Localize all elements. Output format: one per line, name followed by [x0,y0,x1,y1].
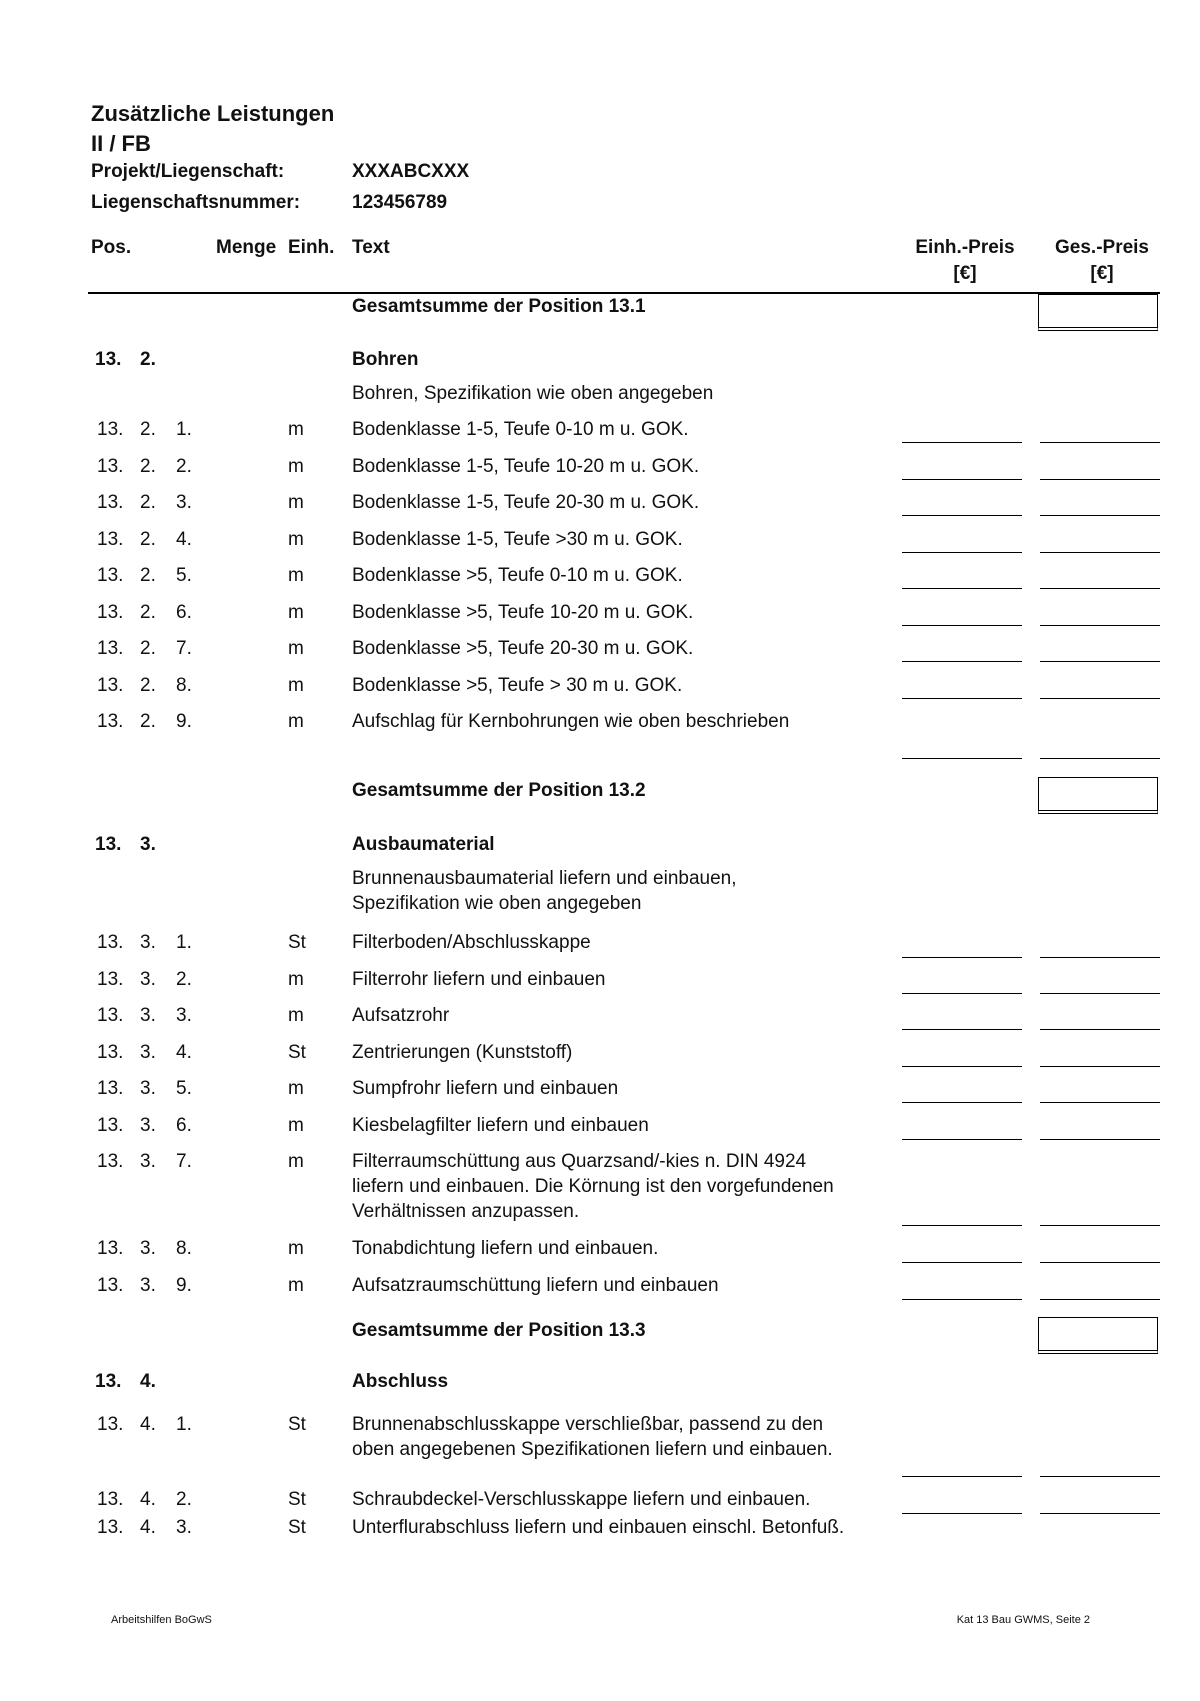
row-pos-1: 13. [97,675,124,696]
sum-box-13-3[interactable] [1038,1317,1158,1354]
row-pos-3: 3. [176,1005,192,1026]
row-unit: m [288,565,304,586]
row-pos-2: 3. [140,1005,156,1026]
row-pos-2: 4. [140,1489,156,1510]
document-title: Zusätzliche Leistungen [91,101,335,126]
unit-price-field[interactable] [902,698,1022,699]
total-price-field[interactable] [1040,758,1160,759]
row-pos-2: 3. [140,1151,156,1172]
column-header-text: Text [352,237,390,258]
row-pos-2: 2. [140,711,156,732]
row-pos-1: 13. [97,638,124,659]
project-label: Projekt/Liegenschaft: [91,161,285,182]
section-description-13-3-line-1: Brunnenausbaumaterial liefern und einbauen, [352,868,737,889]
column-header-einh: Einh. [288,237,335,258]
total-price-field[interactable] [1040,1029,1160,1030]
section-description-13-2: Bohren, Spezifikation wie oben angegeben [352,383,714,404]
row-text: Aufsatzrohr [352,1005,450,1026]
row-text: Zentrierungen (Kunststoff) [352,1042,573,1063]
section-pos-13-3-b: 3. [140,834,156,855]
row-unit: St [288,932,306,953]
total-price-field[interactable] [1040,1513,1160,1514]
total-price-field[interactable] [1040,698,1160,699]
row-pos-1: 13. [97,529,124,550]
total-price-field[interactable] [1040,625,1160,626]
sum-label-13-1: Gesamtsumme der Position 13.1 [352,296,646,317]
row-unit: m [288,1151,304,1172]
row-text: Sumpfrohr liefern und einbauen [352,1078,619,1099]
row-pos-3: 2. [176,1489,192,1510]
row-text: Bodenklasse 1-5, Teufe >30 m u. GOK. [352,529,683,550]
row-text: Bodenklasse >5, Teufe 20-30 m u. GOK. [352,638,694,659]
row-pos-3: 1. [176,1414,192,1435]
row-pos-3: 4. [176,1042,192,1063]
row-unit: St [288,1414,306,1435]
section-description-13-3-line-2: Spezifikation wie oben angegeben [352,893,642,914]
row-text-line-3: Verhältnissen anzupassen. [352,1201,580,1222]
property-number-label: Liegenschaftsnummer: [91,192,301,213]
section-pos-13-2-a: 13. [95,349,122,370]
row-pos-1: 13. [97,565,124,586]
row-pos-1: 13. [97,1414,124,1435]
unit-price-field[interactable] [902,479,1022,480]
total-price-field[interactable] [1040,479,1160,480]
column-header-menge: Menge [216,237,277,258]
row-text: Aufsatzraumschüttung liefern und einbauen [352,1275,719,1296]
row-pos-3: 7. [176,1151,192,1172]
row-unit: m [288,419,304,440]
row-pos-1: 13. [97,456,124,477]
section-title-13-4: Abschluss [352,1371,449,1392]
row-text-line-1: Filterraumschüttung aus Quarzsand/-kies n. DIN 4924 [352,1151,807,1172]
row-pos-3: 5. [176,1078,192,1099]
row-text: Unterflurabschluss liefern und einbauen einschl. Betonfuß. [352,1517,845,1538]
total-price-field[interactable] [1040,1262,1160,1263]
row-pos-2: 2. [140,602,156,623]
unit-price-field[interactable] [902,661,1022,662]
section-title-13-2: Bohren [352,349,419,370]
row-pos-3: 6. [176,602,192,623]
row-pos-1: 13. [97,492,124,513]
row-text: Filterboden/Abschlusskappe [352,932,591,953]
section-pos-13-4-a: 13. [95,1371,122,1392]
row-pos-2: 2. [140,419,156,440]
row-pos-2: 3. [140,1238,156,1259]
row-unit: m [288,456,304,477]
total-price-field[interactable] [1040,515,1160,516]
unit-price-field[interactable] [902,625,1022,626]
row-text: Kiesbelagfilter liefern und einbauen [352,1115,649,1136]
total-price-field[interactable] [1040,993,1160,994]
unit-price-field[interactable] [902,993,1022,994]
row-pos-3: 2. [176,456,192,477]
row-text: Schraubdeckel-Verschlusskappe liefern und einbauen. [352,1489,811,1510]
footer-right: Kat 13 Bau GWMS, Seite 2 [956,1614,1090,1626]
unit-price-field[interactable] [902,1102,1022,1103]
row-unit: m [288,1115,304,1136]
row-pos-2: 2. [140,638,156,659]
row-unit: m [288,529,304,550]
header-divider [88,292,1160,294]
row-pos-2: 3. [140,969,156,990]
section-pos-13-2-b: 2. [140,349,156,370]
total-price-field[interactable] [1040,1476,1160,1477]
unit-price-field[interactable] [902,758,1022,759]
row-pos-3: 8. [176,1238,192,1259]
row-pos-1: 13. [97,932,124,953]
row-pos-1: 13. [97,419,124,440]
row-pos-1: 13. [97,1238,124,1259]
unit-price-field[interactable] [902,442,1022,443]
row-pos-1: 13. [97,1151,124,1172]
row-pos-1: 13. [97,1042,124,1063]
row-unit: St [288,1042,306,1063]
unit-price-field[interactable] [902,552,1022,553]
row-pos-2: 3. [140,932,156,953]
row-pos-3: 2. [176,969,192,990]
sum-label-13-3: Gesamtsumme der Position 13.3 [352,1320,646,1341]
row-text: Bodenklasse 1-5, Teufe 10-20 m u. GOK. [352,456,700,477]
row-text: Bodenklasse >5, Teufe 10-20 m u. GOK. [352,602,694,623]
section-pos-13-3-a: 13. [95,834,122,855]
column-header-ges-preis: Ges.-Preis [1055,237,1149,258]
row-unit: m [288,969,304,990]
row-pos-2: 3. [140,1115,156,1136]
row-pos-2: 4. [140,1414,156,1435]
row-pos-2: 4. [140,1517,156,1538]
unit-price-field[interactable] [902,1225,1022,1226]
unit-price-field[interactable] [902,1299,1022,1300]
column-header-ges-preis-unit: [€] [1090,263,1114,284]
row-unit: m [288,1238,304,1259]
row-pos-2: 2. [140,492,156,513]
row-text-line-1: Brunnenabschlusskappe verschließbar, passend zu den [352,1414,824,1435]
row-unit: m [288,638,304,659]
document-subtitle: II / FB [91,131,151,156]
total-price-field[interactable] [1040,1225,1160,1226]
total-price-field[interactable] [1040,1139,1160,1140]
row-unit: m [288,1275,304,1296]
row-pos-2: 3. [140,1078,156,1099]
row-pos-3: 3. [176,1517,192,1538]
row-pos-3: 4. [176,529,192,550]
row-text: Tonabdichtung liefern und einbauen. [352,1238,659,1259]
column-header-einh-preis: Einh.-Preis [915,237,1015,258]
row-unit: m [288,711,304,732]
row-text-line-2: oben angegebenen Spezifikationen liefern und einbauen. [352,1439,833,1460]
column-header-pos: Pos. [91,237,132,258]
row-pos-3: 5. [176,565,192,586]
row-pos-2: 3. [140,1275,156,1296]
row-unit: St [288,1489,306,1510]
row-pos-3: 9. [176,1275,192,1296]
row-text: Bodenklasse 1-5, Teufe 0-10 m u. GOK. [352,419,689,440]
section-title-13-3: Ausbaumaterial [352,834,495,855]
sum-label-13-2: Gesamtsumme der Position 13.2 [352,780,646,801]
row-unit: m [288,1078,304,1099]
unit-price-field[interactable] [902,1066,1022,1067]
row-pos-2: 2. [140,565,156,586]
unit-price-field[interactable] [902,1262,1022,1263]
row-text: Bodenklasse 1-5, Teufe 20-30 m u. GOK. [352,492,700,513]
row-pos-3: 9. [176,711,192,732]
row-text-line-2: liefern und einbauen. Die Körnung ist den vorgefundenen [352,1176,834,1197]
row-unit: m [288,602,304,623]
total-price-field[interactable] [1040,442,1160,443]
row-pos-1: 13. [97,969,124,990]
total-price-field[interactable] [1040,957,1160,958]
row-pos-3: 8. [176,675,192,696]
row-pos-2: 2. [140,529,156,550]
row-pos-3: 1. [176,932,192,953]
total-price-field[interactable] [1040,1102,1160,1103]
section-pos-13-4-b: 4. [140,1371,156,1392]
row-pos-1: 13. [97,711,124,732]
row-pos-2: 3. [140,1042,156,1063]
row-unit: m [288,1005,304,1026]
unit-price-field[interactable] [902,515,1022,516]
row-pos-1: 13. [97,1489,124,1510]
sum-box-13-1[interactable] [1038,294,1158,331]
unit-price-field[interactable] [902,1513,1022,1514]
row-pos-1: 13. [97,1005,124,1026]
row-text: Aufschlag für Kernbohrungen wie oben beschrieben [352,711,790,732]
row-text: Bodenklasse >5, Teufe 0-10 m u. GOK. [352,565,683,586]
row-unit: m [288,492,304,513]
unit-price-field[interactable] [902,1139,1022,1140]
row-text: Bodenklasse >5, Teufe > 30 m u. GOK. [352,675,683,696]
row-pos-1: 13. [97,1517,124,1538]
row-pos-3: 7. [176,638,192,659]
row-pos-3: 1. [176,419,192,440]
property-number-value: 123456789 [352,192,448,213]
unit-price-field[interactable] [902,1476,1022,1477]
unit-price-field[interactable] [902,588,1022,589]
column-header-einh-preis-unit: [€] [953,263,977,284]
footer-left: Arbeitshilfen BoGwS [111,1614,212,1626]
total-price-field[interactable] [1040,552,1160,553]
total-price-field[interactable] [1040,661,1160,662]
row-pos-1: 13. [97,1275,124,1296]
row-pos-1: 13. [97,1115,124,1136]
unit-price-field[interactable] [902,957,1022,958]
row-pos-2: 2. [140,456,156,477]
row-pos-3: 6. [176,1115,192,1136]
row-text: Filterrohr liefern und einbauen [352,969,606,990]
total-price-field[interactable] [1040,588,1160,589]
row-pos-3: 3. [176,492,192,513]
row-pos-2: 2. [140,675,156,696]
total-price-field[interactable] [1040,1299,1160,1300]
unit-price-field[interactable] [902,1029,1022,1030]
project-value: XXXABCXXX [352,161,470,182]
sum-box-13-2[interactable] [1038,777,1158,814]
row-pos-1: 13. [97,1078,124,1099]
total-price-field[interactable] [1040,1066,1160,1067]
row-unit: St [288,1517,306,1538]
row-unit: m [288,675,304,696]
row-pos-1: 13. [97,602,124,623]
